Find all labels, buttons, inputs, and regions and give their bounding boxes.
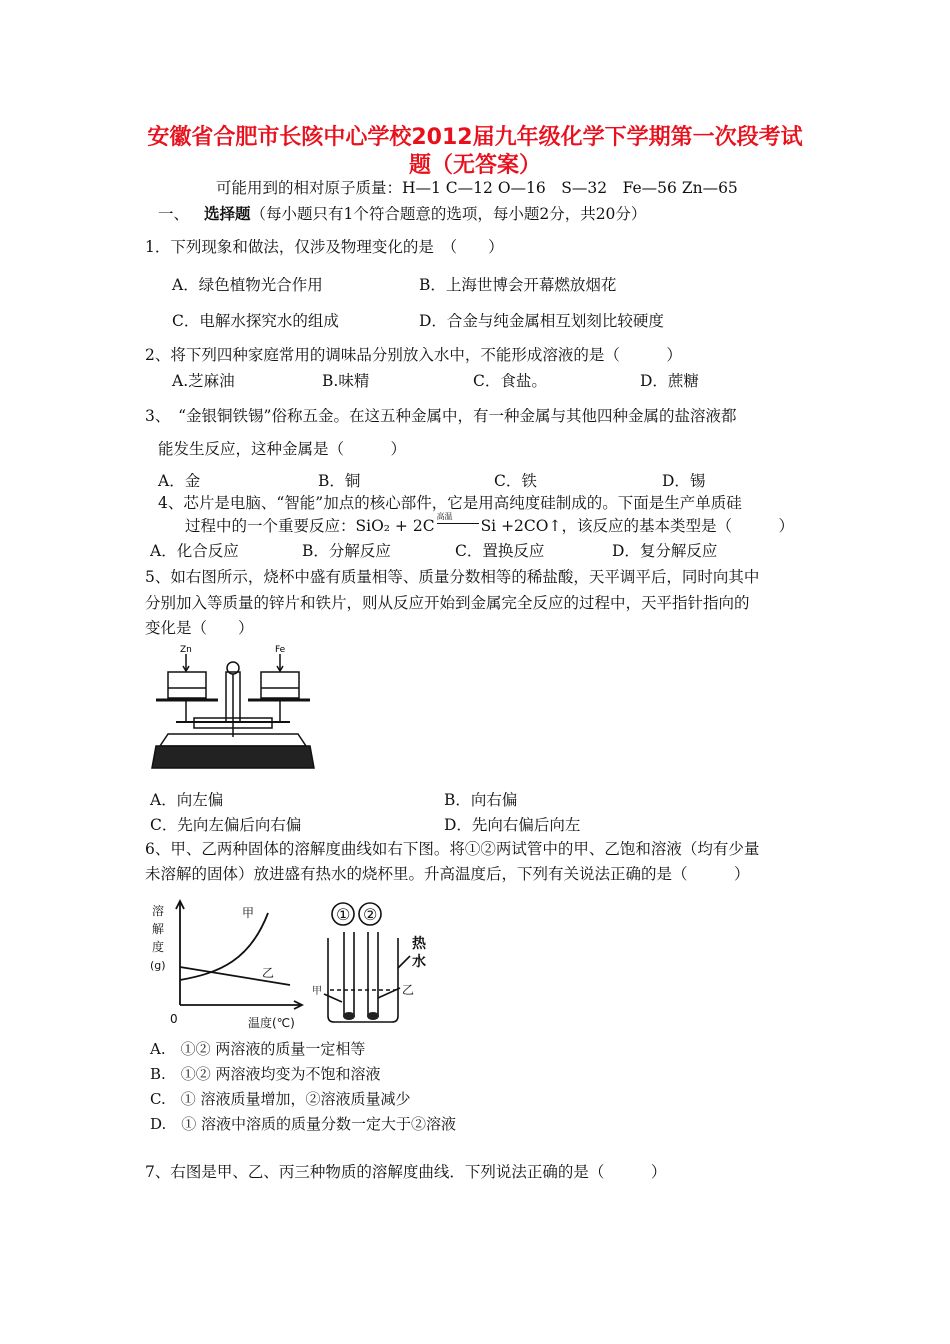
svg-text:(g): (g) [150, 959, 166, 972]
title-line2: 题（无答案） [408, 153, 541, 178]
q1-option-c: C．电解水探究水的组成 [172, 312, 339, 330]
solubility-graph [150, 895, 310, 1030]
q1-stem: 1．下列现象和做法，仅涉及物理变化的是 （ ） [145, 238, 504, 256]
graph-label-yi: 乙 [262, 966, 275, 980]
q6-option-a: A. ①② 两溶液的质量一定相等 [150, 1040, 366, 1058]
graph-origin: 0 [170, 1012, 178, 1026]
atomic-masses: 可能用到的相对原子质量：H—1 C—12 O—16 S—32 Fe—56 Zn—65 [216, 179, 738, 197]
q3-stem-line1: 3、 “金银铜铁锡”俗称五金。在这五种金属中，有一种金属与其他四种金属的盐溶液都 [145, 407, 737, 425]
q6-stem-line1: 6、甲、乙两种固体的溶解度曲线如右下图。将①②两试管中的甲、乙饱和溶液（均有少量 [145, 840, 760, 858]
q2-option-b: B.味精 [322, 372, 370, 390]
q3-option-b: B．铜 [318, 472, 361, 490]
q2-option-a: A.芝麻油 [172, 372, 235, 390]
q4-reaction-left: 过程中的一个重要反应：SiO₂ + 2C [185, 517, 435, 535]
q5-option-c: C．先向左偏后向右偏 [150, 816, 302, 834]
section-heading [158, 203, 646, 225]
q1-option-b: B．上海世博会开幕燃放烟花 [419, 276, 617, 294]
q4-reaction-condition: 高温 [436, 512, 453, 521]
q2-option-d: D．蔗糖 [640, 372, 699, 390]
svg-text:解: 解 [152, 922, 165, 936]
q5-stem-line2: 分别加入等质量的锌片和铁片，则从反应开始到金属完全反应的过程中，天平指针指向的 [145, 594, 750, 612]
left-beaker [168, 672, 206, 698]
beaker-label-yi: 乙 [402, 983, 415, 997]
tube2-label: ② [363, 905, 378, 924]
q7-stem: 7、右图是甲、乙、丙三种物质的溶解度曲线．下列说法正确的是（ ） [145, 1163, 667, 1181]
balance-base [152, 746, 314, 768]
section-number: 一、 [158, 205, 190, 223]
q1-option-d: D．合金与纯金属相互划刻比较硬度 [419, 312, 664, 330]
title-line1: 安徽省合肥市长陔中心学校2012届九年级化学下学期第一次段考试 [147, 125, 803, 150]
tube1-label: ① [336, 905, 351, 924]
q3-option-d: D．锡 [662, 472, 706, 490]
q4-reaction-right: Si +2CO↑，该反应的基本类型是（ ） [480, 517, 794, 535]
graph-label-jia: 甲 [242, 906, 255, 920]
graph-ylabel-1: 溶 [152, 904, 165, 918]
solid-1 [343, 1012, 355, 1020]
q6-option-d: D. ① 溶液中溶质的质量分数一定大于②溶液 [150, 1115, 457, 1133]
right-beaker [261, 672, 299, 698]
beaker-label-jia: 甲 [312, 986, 322, 997]
q6-option-c: C. ① 溶液质量增加，②溶液质量减少 [150, 1090, 411, 1108]
hot-water-label: 热 [412, 936, 426, 952]
q2-option-c: C．食盐。 [473, 372, 547, 390]
q6-stem-line2: 未溶解的固体）放进盛有热水的烧杯里。升高温度后，下列有关说法正确的是（ ） [145, 865, 750, 883]
q3-stem-line2: 能发生反应，这种金属是（ ） [158, 440, 407, 458]
q3-option-c: C．铁 [494, 472, 537, 490]
svg-text:度: 度 [152, 940, 165, 954]
beaker [328, 938, 398, 1022]
q4-stem-line1: 4、芯片是电脑、“智能”加点的核心部件，它是用高纯度硅制成的。下面是生产单质硅 [158, 494, 742, 512]
q4-reaction-arrow [435, 512, 481, 537]
zn-label: Zn [180, 645, 192, 655]
q4-option-c: C．置换反应 [455, 542, 545, 560]
q2-stem: 2、将下列四种家庭常用的调味品分别放入水中，不能形成溶液的是（ ） [145, 346, 682, 364]
solid-2 [367, 1012, 379, 1020]
q5-option-b: B．向右偏 [444, 791, 518, 809]
section-name: 选择题 [203, 204, 251, 223]
q4-stem-line2 [185, 512, 794, 537]
q4-option-a: A．化合反应 [150, 542, 239, 560]
solubility-graph-svg [150, 895, 310, 1030]
q6-option-b: B. ①② 两溶液均变为不饱和溶液 [150, 1065, 381, 1083]
q5-stem-line3: 变化是（ ） [145, 619, 254, 637]
balance-illustration [148, 642, 318, 772]
q1-option-a: A．绿色植物光合作用 [172, 276, 323, 294]
beaker-figure [308, 898, 453, 1028]
svg-text:水: 水 [412, 954, 426, 970]
q5-option-a: A．向左偏 [150, 791, 224, 809]
fe-label: Fe [275, 645, 286, 655]
q5-option-d: D．先向右偏后向左 [444, 816, 581, 834]
q5-stem-line1: 5、如右图所示，烧杯中盛有质量相等、质量分数相等的稀盐酸，天平调平后，同时向其中 [145, 568, 760, 586]
graph-xlabel: 温度(℃) [248, 1016, 295, 1030]
balance-figure [148, 642, 318, 772]
q4-option-d: D．复分解反应 [612, 542, 718, 560]
q4-option-b: B．分解反应 [302, 542, 391, 560]
q3-option-a: A．金 [158, 472, 201, 490]
section-note: （每小题只有1个符合题意的选项，每小题2分，共20分） [250, 205, 647, 223]
beaker-svg [308, 898, 453, 1028]
